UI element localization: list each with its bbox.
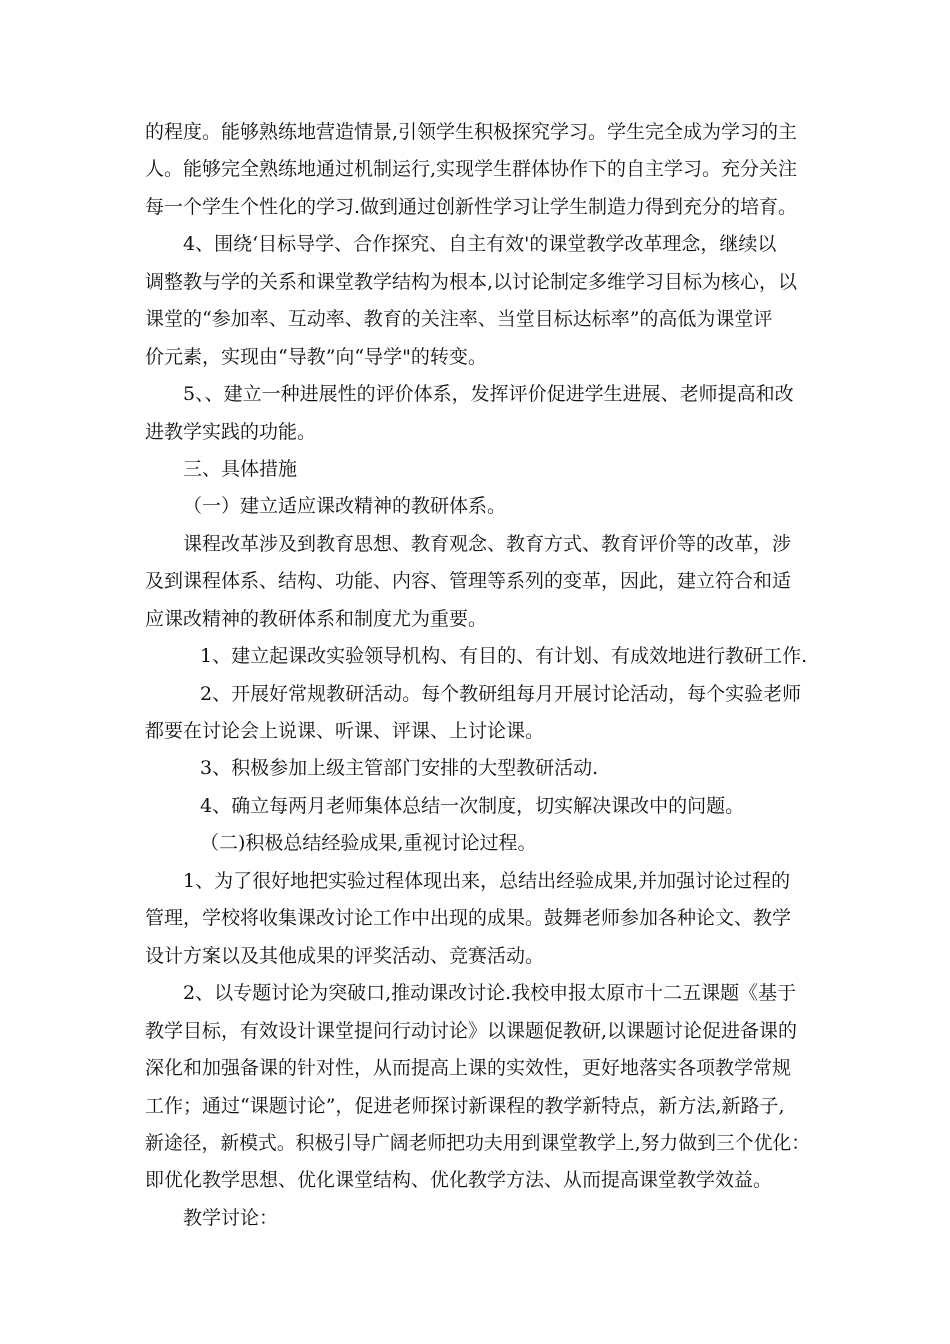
paragraph-start: 课程改革涉及到教育思想、教育观念、教育方式、教育评价等的改革，涉: [183, 533, 792, 555]
body-text-line: 教学目标，有效设计课堂提问行动讨论》以课题促教研,以课题讨论促进备课的: [145, 1020, 798, 1042]
subsection-heading-1: （一）建立适应课改精神的教研体系。: [183, 495, 507, 517]
body-text-line: 进教学实践的功能。: [145, 421, 317, 443]
paragraph-start: 2、以专题讨论为突破口,推动课改讨论.我校申报太原市十二五课题《基于: [183, 982, 797, 1004]
body-text-line: 工作；通过“课题讨论”，促进老师探讨新课程的教学新特点，新方法,新路子,: [145, 1095, 785, 1117]
subsection-heading-2: （二)积极总结经验成果,重视讨论过程。: [200, 832, 537, 854]
body-text-line: 的程度。能够熟练地营造情景,引领学生积极探究学习。学生完全成为学习的主: [145, 121, 798, 143]
section-heading: 三、具体措施: [183, 458, 298, 480]
body-text-line: 及到课程体系、结构、功能、内容、管理等系列的变革，因此，建立符合和适: [145, 570, 792, 592]
body-text-line: 价元素，实现由“导教”向“导学"的转变。: [145, 346, 487, 368]
body-text-line: 新途径，新模式。积极引导广阔老师把功夫用到课堂教学上,努力做到三个优化：: [145, 1132, 811, 1154]
body-text-line: 深化和加强备课的针对性，从而提高上课的实效性，更好地落实各项教学常规: [145, 1057, 792, 1079]
body-text-line: 每一个学生个性化的学习.做到通过创新性学习让学生制造力得到充分的培育。: [145, 196, 798, 218]
body-text-line: 都要在讨论会上说课、听课、评课、上讨论课。: [145, 720, 545, 742]
list-item-1: 1、建立起课改实验领导机构、有目的、有计划、有成效地进行教研工作.: [200, 645, 808, 667]
list-item-3: 3、积极参加上级主管部门安排的大型教研活动.: [200, 757, 599, 779]
body-text-line: 人。能够完全熟练地通过机制运行,实现学生群体协作下的自主学习。充分关注: [145, 158, 798, 180]
paragraph-start: 1、为了很好地把实验过程体现出来，总结出经验成果,并加强讨论过程的: [183, 870, 791, 892]
body-text-line: 即优化教学思想、优化课堂结构、优化教学方法、从而提高课堂教学效益。: [145, 1169, 773, 1191]
body-text-line: 应课改精神的教研体系和制度尤为重要。: [145, 608, 488, 630]
section-label: 教学讨论：: [183, 1207, 279, 1229]
list-item-2: 2、开展好常规教研活动。每个教研组每月开展讨论活动，每个实验老师: [200, 683, 802, 705]
body-text-line: 调整教与学的关系和课堂教学结构为根本,以讨论制定多维学习目标为核心，以: [145, 271, 798, 293]
body-text-line: 设计方案以及其他成果的评奖活动、竞赛活动。: [145, 945, 545, 967]
body-text-line: 课堂的“参加率、互动率、教育的关注率、当堂目标达标率”的高低为课堂评: [145, 308, 773, 330]
paragraph-5-start: 5、、建立一种进展性的评价体系，发挥评价促进学生进展、老师提高和改: [183, 383, 794, 405]
paragraph-4-start: 4、围绕‘目标导学、合作探究、自主有效'的课堂教学改革理念，继续以: [183, 233, 777, 255]
body-text-line: 管理，学校将收集课改讨论工作中出现的成果。鼓舞老师参加各种论文、教学: [145, 907, 792, 929]
list-item-4: 4、确立每两月老师集体总结一次制度，切实解决课改中的问题。: [200, 795, 745, 817]
